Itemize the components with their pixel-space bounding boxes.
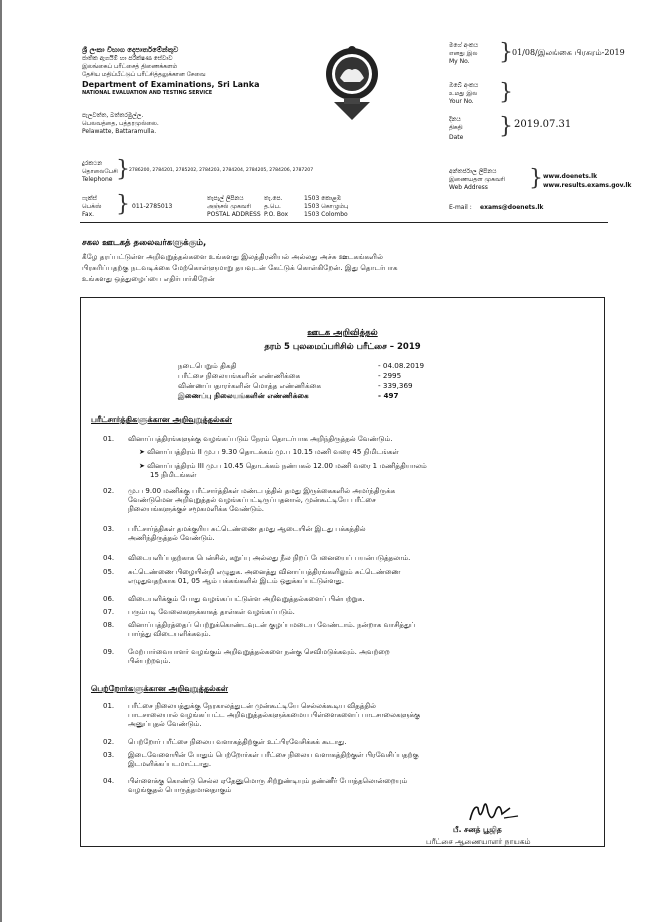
item-number: 03.: [103, 525, 115, 533]
web-label-sinhala: අන්තර්ජාල ලිපිනය: [449, 168, 497, 175]
item-text: வினாப்பத்திரங்களுக்கு வழங்கப்படும் நேரம் தொடர்பாக அறிந்திருத்தல் வேண்டும்.: [128, 435, 393, 443]
fact-row: [178, 371, 518, 381]
bullet-text: வினாப்பத்திரம் II மு.ப 9.30 தொடக்கம் மு.ப 10.15 மணி வரை 45 நிமிடங்கள்: [147, 448, 399, 456]
po-box-english: 1503 Colombo: [304, 211, 348, 218]
date-label-sinhala: දිනය: [449, 116, 461, 123]
candidate-item-05: [103, 568, 589, 588]
item-text: அனுப்புதல் வேண்டும்.: [128, 720, 202, 728]
item-text: விடையளிப்பதற்காக பென்சில், கறுப்பு அல்லது நீல நிறப் பேனையைப் பயன்படுத்தலாம்.: [128, 554, 411, 562]
web-label-english: Web Address: [449, 184, 488, 191]
item-text: பரும்படி வேலைகளுக்காகத் தாள்கள் வழங்கப்படும்.: [128, 608, 295, 616]
fact-value: - 04.08.2019: [378, 361, 425, 370]
bullet-text: வினாப்பத்திரம் III மு.ப 10.45 தொடக்கம் நண்பகல் 12.00 மணி வரை 1 மணித்தியாலம்: [147, 462, 427, 470]
address-english: Pelawatte, Battaramulla.: [82, 128, 157, 135]
fax-number: 011-2785013: [132, 203, 173, 210]
brace-my-no: }: [499, 40, 513, 65]
parent-item-03: [103, 751, 589, 771]
po-label-sinhala: තැ.පෙ.: [264, 195, 283, 202]
notice-subtitle: தரம் 5 புலமைப்பரிசில் பரீட்சை – 2019: [264, 342, 421, 352]
item-text: வினாப்பத்திரத்தைப் பெற்றுக்கொண்டவுடன் குழப்பமடைய வேண்டாம். நன்றாக வாசித்துப்: [128, 621, 416, 629]
fact-label: நடைபெறும் திகதி: [178, 361, 237, 370]
exam-facts: [178, 361, 518, 401]
web-address-2[interactable]: www.results.exams.gov.lk: [543, 182, 632, 189]
my-no-label-tamil: எனது இல: [449, 50, 478, 57]
dept-name-sinhala: ශ්‍රී ලංකා විභාග දෙපාර්තමේන්තුව: [82, 46, 179, 54]
candidates-section-title: பரீட்சார்த்திகளுக்கான அறிவுறுத்தல்கள்: [91, 415, 232, 424]
item-number: 04.: [103, 777, 115, 785]
media-notice-box: [80, 297, 605, 847]
fax-label-tamil: பெக்ஸ்: [82, 203, 102, 210]
email-address[interactable]: exams@doenets.lk: [480, 204, 544, 211]
telephone-label-english: Telephone: [82, 176, 113, 183]
intro-line-1: கீழே தரப்பட்டுள்ள அறிவுறுத்தல்களை உங்களது இலத்திரனியல் அல்லது அச்சு ஊடகங்களில்: [82, 252, 384, 261]
candidate-item-09: [103, 648, 589, 668]
item-number: 02.: [103, 738, 115, 746]
item-number: 02.: [103, 487, 115, 495]
po-box-sinhala: 1503 කොළඹ: [304, 195, 342, 202]
my-no-label-sinhala: මගේ අංකය: [449, 42, 479, 49]
item-text: நிலையங்களுக்குச் சமூகமளிக்க வேண்டும்.: [128, 505, 264, 513]
po-label-tamil: த.பெ.: [264, 203, 281, 210]
intro-line-3: உங்களது ஒத்துழைப்பை எதிர்பார்கிறேன்: [82, 274, 215, 283]
item-text: இடமளிக்கப்படமாட்டாது.: [128, 760, 212, 768]
item-text: விடையளிக்கும் போது வழங்கப்பட்டுள்ள அறிவுறுத்தல்களைப் பின்பற்றுக.: [128, 595, 365, 603]
notice-title: ஊடக அறிவித்தல்: [307, 328, 378, 338]
item-text: சுட்டெண்ணை பிழையின்றி எழுதுக. அனைத்து வினாப்பத்திரங்களிலும் சுட்டெண்ணை: [128, 568, 401, 576]
item-text: பரீட்சார்த்திகள் தமக்குரிய சுட்டெண்ணை தமது ஆடையின் இடது பக்கத்தில்: [128, 525, 366, 533]
item-text: பெற்றோர் பரீட்சை நிலைய வளாகத்திற்குள் உட்பிரவேசிக்கக் கூடாது.: [128, 738, 347, 746]
salutation: சகல ஊடகத் தலைவர்களுக்கும்,: [82, 238, 207, 248]
candidate-item-02: [103, 487, 589, 517]
item-text: எழுதுவதற்காக 01, 05 ஆம் பக்கங்களில் இடம் ஒதுக்கப்பட்டுள்ளது.: [128, 577, 344, 585]
email-label: E-mail :: [449, 204, 472, 211]
telephone-label-tamil: தொலைபேசி: [82, 168, 118, 175]
parent-item-01: [103, 702, 589, 732]
fact-row: [178, 391, 518, 401]
web-address-1[interactable]: www.doenets.lk: [543, 173, 598, 180]
item-text: பின்பற்றவும்.: [128, 657, 171, 665]
item-text: பரீட்சை நிலையத்துக்கு நேரகாலத்துடன் முன்கூட்டியே செல்லக்கூடிய விதத்தில்: [128, 702, 376, 710]
postal-label-sinhala: තැපැල් ලිපිනය: [207, 195, 244, 202]
address-sinhala: පැලවත්ත, බත්තරමුල්ල.: [82, 112, 144, 119]
item-text: பார்த்து விடையளிக்கவும்.: [128, 630, 211, 638]
fact-label: பரீட்சை நிலையங்களின் எண்ணிக்கை: [178, 371, 301, 380]
item-text: வழங்குதல் பொருத்தமானதாகும்: [128, 786, 232, 794]
item-text: பிள்ளைக்கு கொண்டு செல்ல ஏதேனுமொரு சிற்றுண்டியும் தண்ணீர் போத்தலொன்றையும்: [128, 777, 408, 785]
header-divider: [80, 222, 608, 223]
telephone-label-sinhala: දුරකථන: [82, 160, 103, 167]
item-text: பாடசாலையால் வழங்கப்பட்ட அறிவுறுத்தல்களுக்கமைய பிள்ளைகளைப் பாடசாலைகளுக்கு: [128, 711, 421, 719]
po-box-tamil: 1503 கொழும்பு: [304, 203, 349, 210]
brace-date: }: [499, 114, 513, 139]
sri-lanka-emblem: [324, 44, 380, 124]
item-number: 09.: [103, 648, 115, 656]
item-number: 01.: [103, 435, 115, 443]
po-label-english: P.O. Box: [264, 211, 289, 218]
fact-value: - 339,369: [378, 381, 413, 390]
signatory-name: பீ. சனத் பூஜித: [453, 825, 502, 834]
service-name-english: NATIONAL EVALUATION AND TESTING SERVICE: [82, 90, 213, 96]
fact-label: இணைப்பு நிலையங்களின் எண்ணிக்கை: [178, 391, 309, 400]
date-label-english: Date: [449, 134, 464, 141]
fact-label: விண்ணப்பதாரர்களின் மொத்த எண்ணிக்கை: [178, 381, 322, 390]
fact-row: [178, 361, 518, 371]
fact-value: - 2995: [378, 371, 402, 380]
item-number: 06.: [103, 595, 115, 603]
candidate-item-08: [103, 621, 589, 641]
item-number: 08.: [103, 621, 115, 629]
item-text: மு.ப 9.00 மணிக்கு பரீட்சார்த்திகள் மண்டபத்தில் தமது இருக்கைகளில் அமர்ந்திருக்க: [128, 487, 396, 495]
my-no-label-english: My No.: [449, 58, 470, 65]
bullet-paper-3: ➤ வினாப்பத்திரம் III மு.ப 10.45 தொடக்கம் நண்பகல் 12.00 மணி வரை 1 மணித்தியாலம்: [139, 462, 427, 470]
dept-name-english: Department of Examinations, Sri Lanka: [82, 80, 260, 89]
candidate-item-03: [103, 525, 589, 545]
bullet-paper-2: ➤ வினாப்பத்திரம் II மு.ப 9.30 தொடக்கம் மு.ப 10.15 மணி வரை 45 நிமிடங்கள்: [139, 448, 399, 456]
item-text: வேண்டுமென அறிவுறுத்தல் வழங்கப்பட்டிருப்பதனால், முன்கூட்டியே பரீட்சை: [128, 496, 376, 504]
item-text: அணிந்திருத்தல் வேண்டும்.: [128, 534, 215, 542]
parents-section-title: பெற்றோர்களுக்கான அறிவுறுத்தல்கள்: [91, 684, 229, 693]
signature-mark: [466, 798, 526, 826]
your-no-label-tamil: உமது இல: [449, 90, 478, 97]
item-number: 07.: [103, 608, 115, 616]
item-number: 01.: [103, 702, 115, 710]
web-label-tamil: இணையதள முகவரி: [449, 176, 506, 183]
item-number: 03.: [103, 751, 115, 759]
date-value: 2019.07.31: [514, 119, 572, 130]
fax-label-sinhala: ෆැක්ස්: [82, 195, 97, 202]
telephone-numbers: 2786200, 2784201, 2785202, 2784203, 2784204, 2784205, 2784206, 2787207: [129, 168, 314, 173]
date-label-tamil: திகதி: [449, 124, 463, 131]
item-number: 04.: [103, 554, 115, 562]
your-no-label-sinhala: ඔබේ අංකය: [449, 82, 479, 89]
postal-label-tamil: அஞ்சல் முகவரி: [207, 203, 251, 210]
bullet-paper-3-cont: 15 நிமிடங்கள்: [150, 471, 197, 479]
item-text: இடைவேளையின் போதும் பெற்றோர்கள் பரீட்சை நிலைய வளாகத்திற்குள் பிரவேசிப்பதற்கு: [128, 751, 419, 759]
brace-web: }: [529, 166, 543, 191]
fact-row: [178, 381, 518, 391]
address-tamil: பெலவத்தை, பத்தரமுல்லை.: [82, 120, 159, 127]
intro-line-2: பிரசுரிப்பதற்கு நடவடிக்கை மேற்கொள்ளுமாறு தயவுடன் கேட்டுக் கொள்கிறேன். இது தொடர்பாக: [82, 263, 398, 272]
my-no-value: 01/08/இலங்கை பிரசுரம்-2019: [512, 48, 625, 57]
fax-label-english: Fax.: [82, 211, 95, 218]
parent-item-04: [103, 777, 589, 797]
dept-service-tamil: தேசிய மதிப்பீட்டுப் பரீட்சித்தலுக்கான சேவை: [82, 71, 206, 78]
fact-value: - 497: [378, 391, 399, 400]
dept-service-sinhala: ජාතික ඇගයීම් හා පරීක්ෂණ සේවාව: [82, 55, 173, 62]
brace-your-no: }: [499, 80, 513, 105]
item-number: 05.: [103, 568, 115, 576]
your-no-label-english: Your No.: [449, 98, 474, 105]
item-text: மேற்பார்வையாளர் வழங்கும் அறிவுறுத்தல்களை நன்கு செவிமடுக்கவும். அவற்றை: [128, 648, 390, 656]
dept-name-tamil: இலங்கைப் பரீட்சைத் திணைக்களம்: [82, 63, 178, 70]
brace-telephone: }: [116, 157, 130, 182]
brace-fax: }: [116, 192, 130, 217]
signatory-title: பரீட்சை ஆணையாளர் நாயகம்: [426, 837, 531, 846]
postal-label-english: POSTAL ADDRESS: [207, 211, 261, 218]
